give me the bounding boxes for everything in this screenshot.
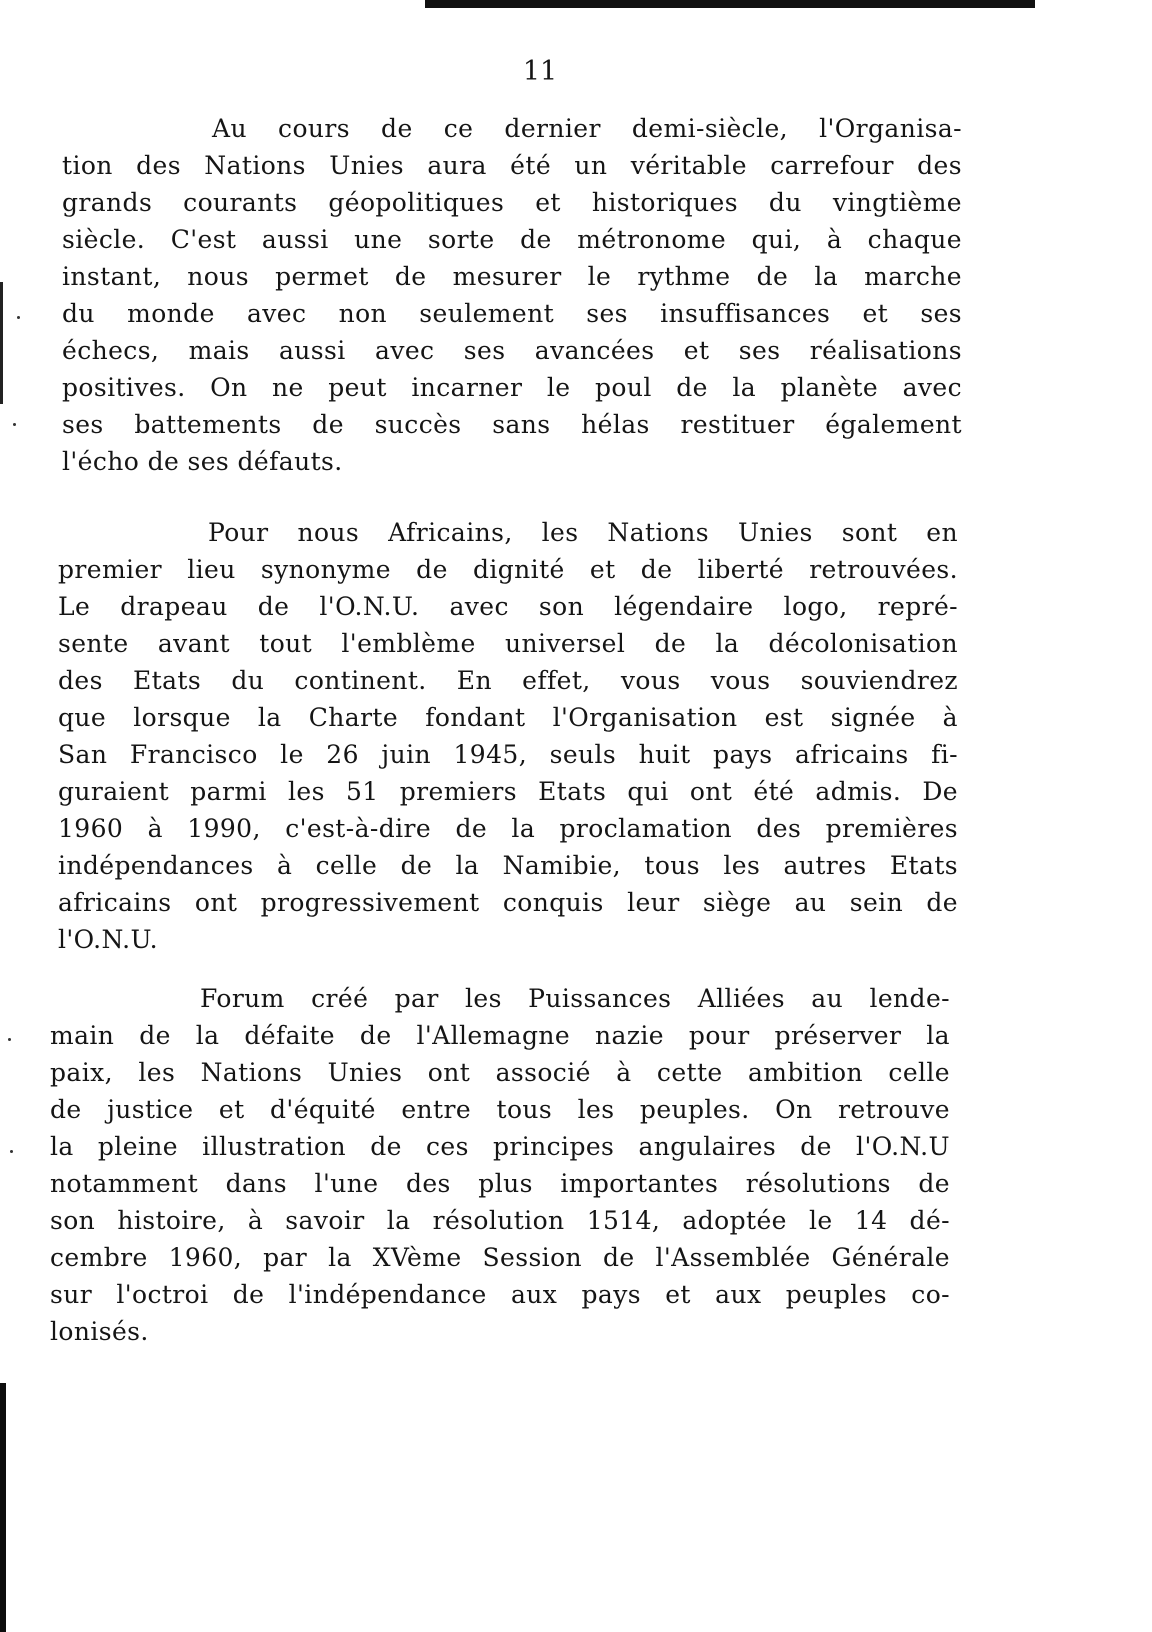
text-line: de justice et d'équité entre tous les peuples. On retrouve [50,1095,950,1124]
paragraph-africains [58,514,958,958]
text-line: paix, les Nations Unies ont associé à cette ambition celle [50,1058,950,1087]
text-line: du monde avec non seulement ses insuffisances et ses [62,299,962,328]
text-line: sente avant tout l'emblème universel de la décolonisation [58,629,958,658]
text-line: des Etats du continent. En effet, vous vous souviendrez [58,666,958,695]
text-line: échecs, mais aussi avec ses avancées et ses réalisations [62,336,962,365]
text-line: Au cours de ce dernier demi-siècle, l'Organisa- [212,114,962,143]
text-line: la pleine illustration de ces principes angulaires de l'O.N.U [50,1132,950,1161]
text-line: Forum créé par les Puissances Alliées au lende- [200,984,950,1013]
scan-speck [8,1038,11,1041]
text-line: tion des Nations Unies aura été un véritable carrefour des [62,151,962,180]
page-number: 11 [522,56,558,87]
text-line: notamment dans l'une des plus importantes résolutions de [50,1169,950,1198]
top-scan-rule [425,0,1035,8]
text-line: instant, nous permet de mesurer le rythme de la marche [62,262,962,291]
text-line: Pour nous Africains, les Nations Unies sont en [208,518,958,547]
text-line: sur l'octroi de l'indépendance aux pays et aux peuples co- [50,1280,950,1309]
text-line: cembre 1960, par la XVème Session de l'Assemblée Générale [50,1243,950,1272]
text-line: guraient parmi les 51 premiers Etats qui ont été admis. De [58,777,958,806]
text-line: son histoire, à savoir la résolution 1514, adoptée le 14 dé- [50,1206,950,1235]
text-line: premier lieu synonyme de dignité et de liberté retrouvées. [58,555,958,584]
text-line: siècle. C'est aussi une sorte de métronome qui, à chaque [62,225,962,254]
text-line: l'O.N.U. [58,925,158,954]
paragraph-forum [50,980,950,1350]
text-line: positives. On ne peut incarner le poul de la planète avec [62,373,962,402]
text-line: lonisés. [50,1317,149,1346]
text-line: ses battements de succès sans hélas restituer également [62,410,962,439]
text-line: que lorsque la Charte fondant l'Organisation est signée à [58,703,958,732]
text-line: Le drapeau de l'O.N.U. avec son légendaire logo, repré- [58,592,958,621]
text-line: grands courants géopolitiques et historiques du vingtième [62,188,962,217]
text-line: l'écho de ses défauts. [62,447,343,476]
scan-speck [13,423,16,426]
text-line: africains ont progressivement conquis leur siège au sein de [58,888,958,917]
text-line: indépendances à celle de la Namibie, tous les autres Etats [58,851,958,880]
scan-margin-mark [0,282,3,404]
paragraph-onu-carrefour [62,110,962,480]
scan-speck [10,1150,13,1153]
text-line: 1960 à 1990, c'est-à-dire de la proclamation des premières [58,814,958,843]
scan-speck [17,316,20,319]
text-line: San Francisco le 26 juin 1945, seuls huit pays africains fi- [58,740,958,769]
scan-binding-edge [0,1383,6,1632]
text-line: main de la défaite de l'Allemagne nazie pour préserver la [50,1021,950,1050]
